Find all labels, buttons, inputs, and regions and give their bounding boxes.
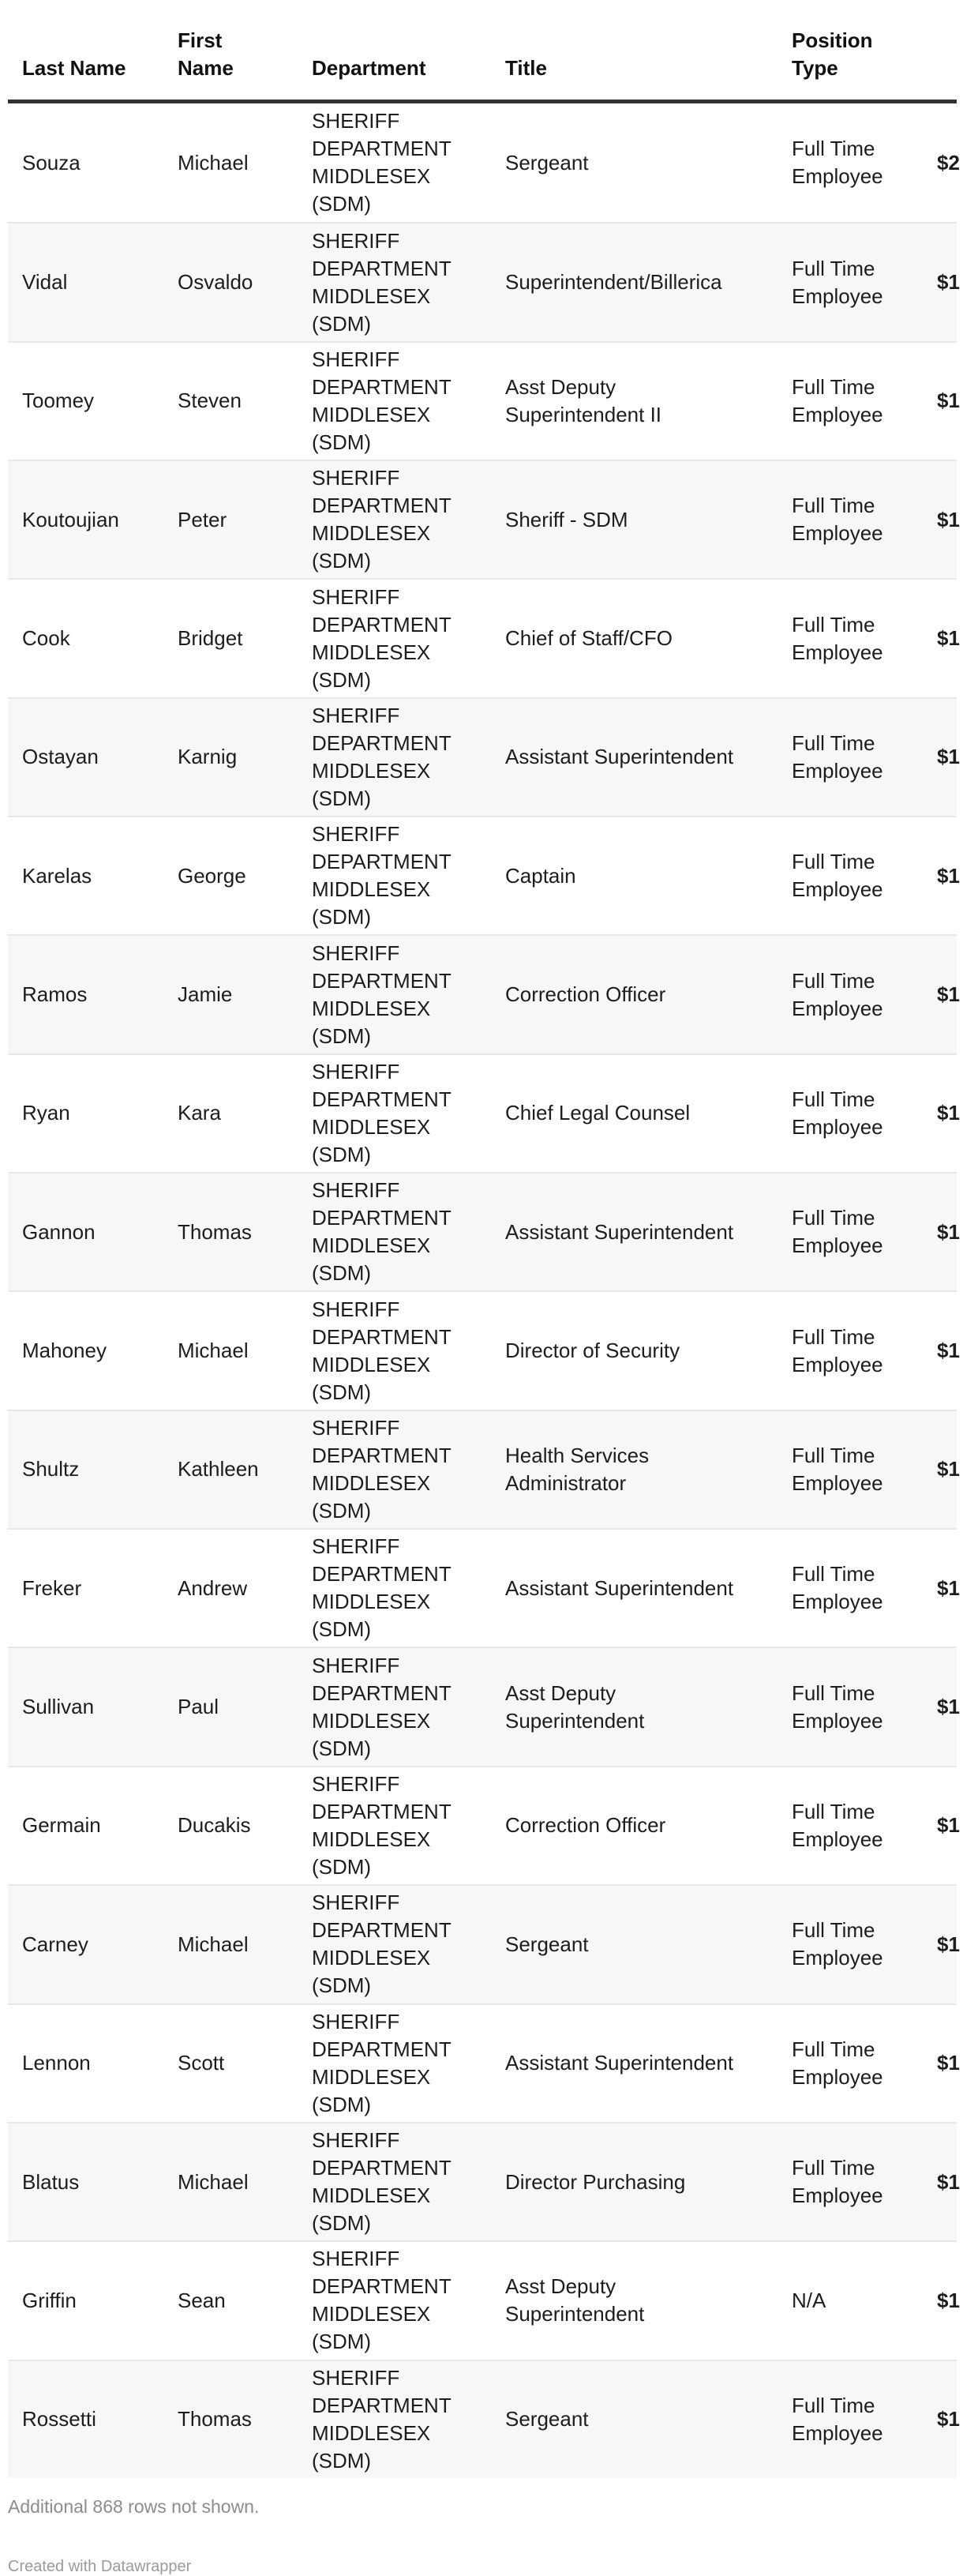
cell-salary: $1 [937,1339,960,1363]
cell-last-name: Mahoney [22,1339,107,1363]
column-header-label: Title [505,56,547,80]
cell-position-type: Full Time Employee [792,1087,883,1139]
column-header-last-name [8,54,163,82]
cell-position-type: N/A [792,2288,826,2312]
cell-last-name: Ramos [22,982,88,1007]
cell-salary: $1 [937,1932,960,1956]
column-header-label: Position Type [792,28,873,80]
cell-department: SHERIFF DEPARTMENT MIDDLESEX (SDM) [312,1178,452,1286]
cell-title: Captain [505,863,576,888]
cell-last-name: Carney [22,1932,88,1956]
cell-first-name: Jamie [178,982,233,1007]
cell-last-name: Griffin [22,2288,77,2312]
table-row [8,103,960,222]
cell-salary: $1 [937,389,960,413]
cell-title: Correction Officer [505,982,666,1007]
cell-first-name: Paul [178,1695,219,1719]
cell-first-name: Peter [178,507,227,531]
cell-department: SHERIFF DEPARTMENT MIDDLESEX (SDM) [312,1771,452,1879]
table-row [8,2122,960,2240]
cell-salary: $1 [937,270,960,295]
table-row [8,1053,960,1172]
table-row [8,1410,960,1528]
cell-position-type: Full Time Employee [792,374,883,426]
cell-last-name: Souza [22,150,81,175]
table-row [8,578,960,697]
cell-department: SHERIFF DEPARTMENT MIDDLESEX (SDM) [312,109,452,216]
column-header-label: Last Name [22,56,126,80]
cell-first-name: Michael [178,1339,249,1363]
cell-first-name: Michael [178,1932,249,1956]
cell-last-name: Lennon [22,2051,91,2075]
column-header-title [491,54,778,82]
cell-position-type: Full Time Employee [792,850,883,902]
cell-title: Correction Officer [505,1813,666,1838]
cell-department: SHERIFF DEPARTMENT MIDDLESEX (SDM) [312,1059,452,1166]
cell-position-type: Full Time Employee [792,730,883,783]
cell-first-name: Thomas [178,1219,252,1244]
cell-salary: $1 [937,982,960,1007]
cell-department: SHERIFF DEPARTMENT MIDDLESEX (SDM) [312,2009,452,2116]
cell-title: Chief Legal Counsel [505,1101,691,1125]
cell-last-name: Karelas [22,863,92,888]
cell-title: Asst Deputy Superintendent II [505,374,662,426]
cell-last-name: Gannon [22,1219,96,1244]
cell-salary: $1 [937,1813,960,1838]
cell-department: SHERIFF DEPARTMENT MIDDLESEX (SDM) [312,1415,452,1523]
table-row [8,1290,960,1409]
cell-department: SHERIFF DEPARTMENT MIDDLESEX (SDM) [312,1534,452,1642]
column-header-label: First Name [178,28,234,80]
table-row [8,816,960,934]
table-row [8,934,960,1053]
cell-last-name: Koutoujian [22,507,119,531]
table-body [8,103,960,2478]
cell-department: SHERIFF DEPARTMENT MIDDLESEX (SDM) [312,466,452,573]
cell-department: SHERIFF DEPARTMENT MIDDLESEX (SDM) [312,2247,452,2354]
cell-last-name: Ryan [22,1101,70,1125]
cell-salary: $1 [937,507,960,531]
cell-position-type: Full Time Employee [792,494,883,546]
cell-department: SHERIFF DEPARTMENT MIDDLESEX (SDM) [312,1653,452,1760]
cell-position-type: Full Time Employee [792,2037,883,2089]
cell-position-type: Full Time Employee [792,2393,883,2445]
cell-salary: $1 [937,626,960,651]
cell-title: Assistant Superintendent [505,745,734,769]
cell-first-name: Bridget [178,626,243,651]
cell-last-name: Blatus [22,2169,80,2194]
cell-first-name: Ducakis [178,1813,251,1838]
table-row [8,2003,960,2122]
cell-department: SHERIFF DEPARTMENT MIDDLESEX (SDM) [312,228,452,336]
cell-department: SHERIFF DEPARTMENT MIDDLESEX (SDM) [312,2128,452,2236]
rows-not-shown-note: Additional 868 rows not shown. [8,2495,260,2517]
cell-salary: $1 [937,1101,960,1125]
cell-title: Assistant Superintendent [505,1219,734,1244]
cell-first-name: Andrew [178,1575,248,1600]
cell-position-type: Full Time Employee [792,1680,883,1733]
table-row [8,2240,960,2359]
table-row [8,1172,960,1290]
cell-first-name: Thomas [178,2407,252,2431]
cell-last-name: Sullivan [22,1695,95,1719]
table-row [8,341,960,460]
cell-first-name: Sean [178,2288,226,2312]
table-row [8,1884,960,2003]
cell-position-type: Full Time Employee [792,1324,883,1376]
cell-title: Sergeant [505,1932,589,1956]
cell-title: Health Services Administrator [505,1443,650,1495]
cell-department: SHERIFF DEPARTMENT MIDDLESEX (SDM) [312,941,452,1048]
cell-last-name: Shultz [22,1457,80,1481]
cell-department: SHERIFF DEPARTMENT MIDDLESEX (SDM) [312,822,452,929]
cell-first-name: Kara [178,1101,221,1125]
cell-salary: $1 [937,1457,960,1481]
cell-title: Director Purchasing [505,2169,686,2194]
table-row [8,460,960,578]
cell-first-name: Michael [178,2169,249,2194]
cell-title: Assistant Superintendent [505,1575,734,1600]
cell-department: SHERIFF DEPARTMENT MIDDLESEX (SDM) [312,1891,452,1998]
cell-title: Sheriff - SDM [505,507,628,531]
cell-title: Sergeant [505,2407,589,2431]
cell-salary: $1 [937,2169,960,2194]
cell-title: Asst Deputy Superintendent [505,2274,645,2326]
table-row [8,222,960,340]
cell-position-type: Full Time Employee [792,1918,883,1970]
cell-last-name: Germain [22,1813,101,1838]
cell-title: Director of Security [505,1339,680,1363]
column-header-department [298,54,491,82]
cell-first-name: Kathleen [178,1457,259,1481]
table-row [8,1647,960,1765]
column-header-first-name [163,27,298,82]
cell-position-type: Full Time Employee [792,2156,883,2208]
cell-position-type: Full Time Employee [792,1799,883,1851]
cell-last-name: Freker [22,1575,82,1600]
table-row [8,697,960,816]
cell-salary: $1 [937,745,960,769]
cell-title: Assistant Superintendent [505,2051,734,2075]
column-header-position-type [778,27,904,82]
cell-last-name: Vidal [22,270,68,295]
cell-salary: $2 [937,150,960,175]
cell-salary: $1 [937,863,960,888]
cell-position-type: Full Time Employee [792,612,883,664]
table-row [8,1528,960,1647]
cell-first-name: Steven [178,389,242,413]
cell-salary: $1 [937,2407,960,2431]
cell-department: SHERIFF DEPARTMENT MIDDLESEX (SDM) [312,1297,452,1404]
cell-last-name: Ostayan [22,745,99,769]
cell-first-name: Karnig [178,745,238,769]
cell-title: Chief of Staff/CFO [505,626,673,651]
cell-position-type: Full Time Employee [792,1206,883,1258]
cell-salary: $1 [937,2051,960,2075]
cell-salary: $1 [937,1695,960,1719]
cell-title: Sergeant [505,150,589,175]
cell-position-type: Full Time Employee [792,256,883,308]
cell-last-name: Rossetti [22,2407,96,2431]
cell-last-name: Toomey [22,389,95,413]
table-row [8,1766,960,1884]
cell-first-name: Scott [178,2051,225,2075]
table-row [8,2360,960,2478]
cell-title: Superintendent/Billerica [505,270,722,295]
column-header-label: Department [312,56,426,80]
cell-position-type: Full Time Employee [792,968,883,1020]
cell-first-name: Michael [178,150,249,175]
cell-position-type: Full Time Employee [792,1443,883,1495]
datawrapper-credit-link[interactable]: Created with Datawrapper [8,2557,192,2575]
cell-position-type: Full Time Employee [792,1562,883,1614]
cell-department: SHERIFF DEPARTMENT MIDDLESEX (SDM) [312,584,452,692]
cell-department: SHERIFF DEPARTMENT MIDDLESEX (SDM) [312,347,452,454]
cell-first-name: George [178,863,246,888]
cell-salary: $1 [937,1575,960,1600]
cell-position-type: Full Time Employee [792,137,883,189]
cell-salary: $1 [937,2288,960,2312]
cell-department: SHERIFF DEPARTMENT MIDDLESEX (SDM) [312,2365,452,2473]
cell-salary: $1 [937,1219,960,1244]
cell-department: SHERIFF DEPARTMENT MIDDLESEX (SDM) [312,703,452,810]
cell-first-name: Osvaldo [178,270,253,295]
table-header-row [8,0,957,103]
cell-last-name: Cook [22,626,70,651]
cell-title: Asst Deputy Superintendent [505,1680,645,1733]
employee-table [8,0,960,2478]
